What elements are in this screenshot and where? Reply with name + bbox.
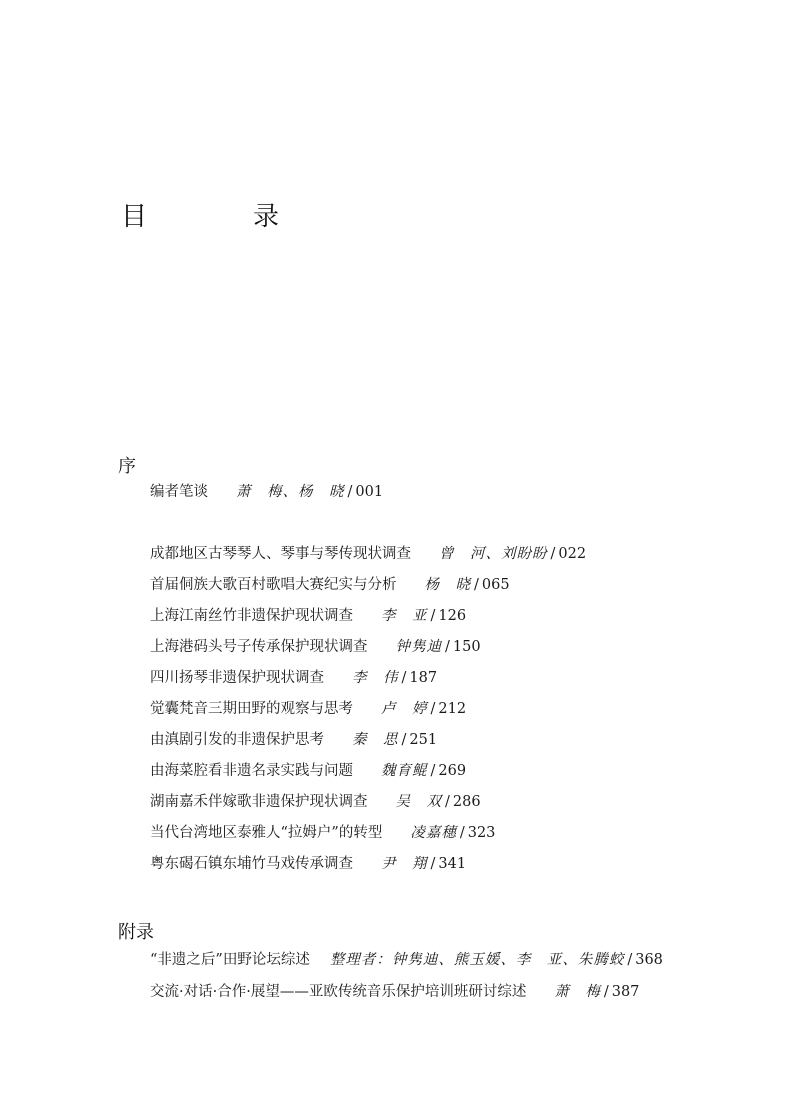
toc-entry[interactable] <box>150 792 481 812</box>
entry-author: 钟隽迪 <box>395 639 442 655</box>
entry-author: 李 亚 <box>381 608 428 624</box>
entry-page: 126 <box>438 608 467 624</box>
toc-entry[interactable] <box>150 730 437 750</box>
page-separator: / <box>430 701 436 717</box>
toc-entry[interactable] <box>150 606 466 626</box>
page-separator: / <box>459 825 465 841</box>
entry-title: 交流·对话·合作·展望——亚欧传统音乐保护培训班研讨综述 <box>150 984 527 1000</box>
toc-entry[interactable] <box>150 575 510 595</box>
entry-page: 001 <box>355 484 384 500</box>
entry-author: 曾 河、刘盼盼 <box>439 546 548 562</box>
entry-page: 269 <box>438 763 467 779</box>
entry-author: 卢 婷 <box>381 701 428 717</box>
page-separator: / <box>603 984 609 1000</box>
page-separator: / <box>430 763 436 779</box>
entry-page: 341 <box>438 856 467 872</box>
entry-title: “非遗之后”田野论坛综述 <box>150 952 310 968</box>
entry-page: 022 <box>558 546 587 562</box>
entry-page: 150 <box>452 639 481 655</box>
page-title: 目 录 <box>121 202 320 232</box>
page-separator: / <box>550 546 556 562</box>
toc-entry[interactable] <box>150 761 466 781</box>
entry-title: 由海菜腔看非遗名录实践与问题 <box>150 763 353 779</box>
toc-entry[interactable] <box>150 823 495 843</box>
toc-entry[interactable] <box>150 668 437 688</box>
entry-page: 251 <box>409 732 438 748</box>
entry-title: 四川扬琴非遗保护现状调查 <box>150 670 324 686</box>
entry-author: 整理者：钟隽迪、熊玉媛、李 亚、朱腾蛟 <box>329 952 625 968</box>
page-separator: / <box>474 577 479 593</box>
toc-entry[interactable] <box>150 854 466 874</box>
entry-page: 387 <box>611 984 640 1000</box>
toc-entry[interactable] <box>150 482 383 502</box>
page-separator: / <box>445 794 450 810</box>
entry-page: 187 <box>409 670 438 686</box>
toc-entry[interactable] <box>150 699 466 719</box>
entry-author: 杨 晓 <box>424 577 471 593</box>
page-separator: / <box>445 639 450 655</box>
entry-title: 湖南嘉禾伴嫁歌非遗保护现状调查 <box>150 794 368 810</box>
section-heading-appendix: 附录 <box>118 922 154 943</box>
entry-author: 秦 思 <box>352 732 399 748</box>
entry-title: 成都地区古琴琴人、琴事与琴传现状调查 <box>150 546 411 562</box>
entry-author: 吴 双 <box>395 794 442 810</box>
entry-author: 魏育鲲 <box>381 763 428 779</box>
entry-page: 286 <box>452 794 481 810</box>
entry-title: 上海江南丝竹非遗保护现状调查 <box>150 608 353 624</box>
page-separator: / <box>430 856 436 872</box>
entry-page: 323 <box>467 825 496 841</box>
entry-title: 当代台湾地区泰雅人“拉姆户”的转型 <box>150 825 383 841</box>
entry-title: 编者笔谈 <box>150 484 208 500</box>
entry-title: 首届侗族大歌百村歌唱大赛纪实与分析 <box>150 577 397 593</box>
entry-author: 萧 梅、杨 晓 <box>236 484 345 500</box>
page-separator: / <box>401 670 407 686</box>
entry-title: 粤东碣石镇东埔竹马戏传承调查 <box>150 856 353 872</box>
toc-entry[interactable] <box>150 982 639 1002</box>
page-separator: / <box>401 732 407 748</box>
page-separator: / <box>430 608 436 624</box>
toc-entry[interactable] <box>150 950 663 970</box>
entry-author: 尹 翔 <box>381 856 428 872</box>
entry-title: 上海港码头号子传承保护现状调查 <box>150 639 368 655</box>
page-separator: / <box>347 484 353 500</box>
entry-author: 凌嘉穗 <box>410 825 457 841</box>
entry-author: 李 伟 <box>352 670 399 686</box>
toc-entry[interactable] <box>150 637 481 657</box>
entry-author: 萧 梅 <box>554 984 601 1000</box>
entry-page: 065 <box>481 577 510 593</box>
entry-page: 212 <box>438 701 467 717</box>
entry-title: 觉囊梵音三期田野的观察与思考 <box>150 701 353 717</box>
entry-page: 368 <box>635 952 663 968</box>
page-separator: / <box>627 952 633 968</box>
entry-title: 由滇剧引发的非遗保护思考 <box>150 732 324 748</box>
section-heading-preface: 序 <box>118 456 136 477</box>
toc-entry[interactable] <box>150 544 586 564</box>
